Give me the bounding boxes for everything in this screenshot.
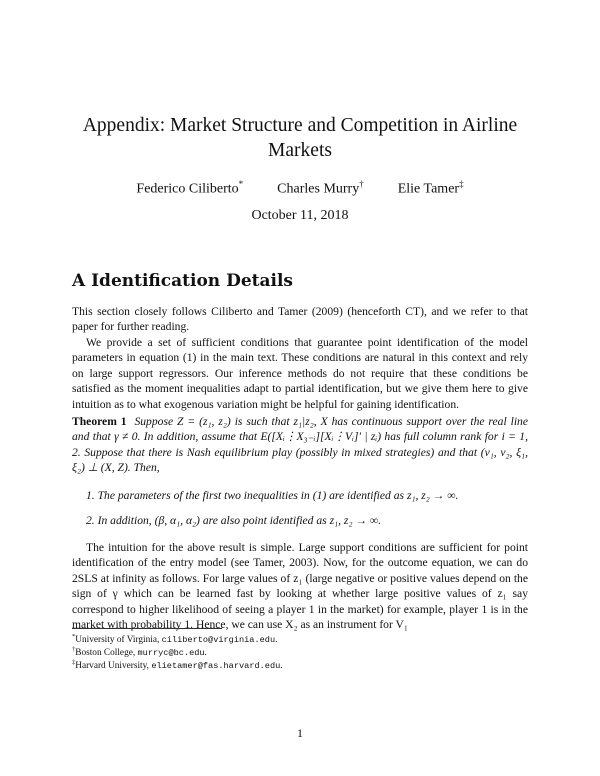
footnote: ‡Harvard University, elietamer@fas.harvard.edu. [72,659,283,672]
section-paragraph: This section closely follows Ciliberto and Tamer (2009) (henceforth CT), and we refer to that paper for further reading. [72,305,528,334]
section-paragraph: We provide a set of sufficient conditions that guarantee point identification of the model parameters in equation (1) in the main text. These conditions are natural in this context and rely on large support regressors. Our inference methods do not require that these conditions be satisfied as the moment inequalities adapt to partial identification, but we give them here to give intuition as to what exogenous variation might be helpful for gaining identification. [72,336,528,411]
footnote: *University of Virginia, ciliberto@virginia.edu. [72,633,278,646]
paper-date: October 11, 2018 [251,208,349,223]
theorem-label: Theorem 1 [72,415,127,428]
author: Federico Ciliberto* [136,179,244,197]
footnote: †Boston College, murryc@bc.edu. [72,646,207,659]
author: Elie Tamer‡ [397,179,464,197]
email-link[interactable]: murryc@bc.edu [137,648,205,659]
theorem-block [72,414,528,476]
theorem-item: 2. In addition, (β, α₁, α₂) are also point identified as z₁, z₂ → ∞. [86,514,382,527]
author-list [60,179,540,198]
intuition-paragraph: The intuition for the above result is simple. Large support conditions are sufficient for point identification of the entry model (see Tamer, 2003). Now, for the outcome equation, we can do 2SLS at infinity as follows. For large values of z₁ (large negative or positive values depend on the sign of γ which can be learned fast by looking at whether large positive values of z₁ say correspond to higher likelihood of seeing a player 1 in the market) for example, player 1 is in the market with probability 1. Hence, we can use X₂ as an instrument for V₁ [72,541,528,632]
footnote-rule [72,628,222,629]
page-number: 1 [297,726,303,740]
author: Charles Murry† [277,179,364,197]
paper-title: Appendix: Market Structure and Competition in Airline Markets [82,115,518,161]
email-link[interactable]: elietamer@fas.harvard.edu [151,661,281,672]
section-heading: A Identification Details [72,271,293,291]
theorem-item: 1. The parameters of the first two inequalities in (1) are identified as z₁, z₂ → ∞. [86,489,459,502]
theorem-text: Suppose Z = (z₁, z₂) is such that z₁|z₂, X has continuous support over the real line and that γ ≠ 0. In addition, assume that E([Xᵢ⋮X₃₋ᵢ][Xᵢ⋮Vᵢ]′ | zᵢ) has full column rank for i = 1, 2. Suppose that there is Nash equilibrium play (possibly in mixed strategies) and that (ν₁, ν₂, ξ₁, ξ₂) ⊥ (X, Z). Then, [72,415,528,475]
email-link[interactable]: ciliberto@virginia.edu [161,635,276,646]
